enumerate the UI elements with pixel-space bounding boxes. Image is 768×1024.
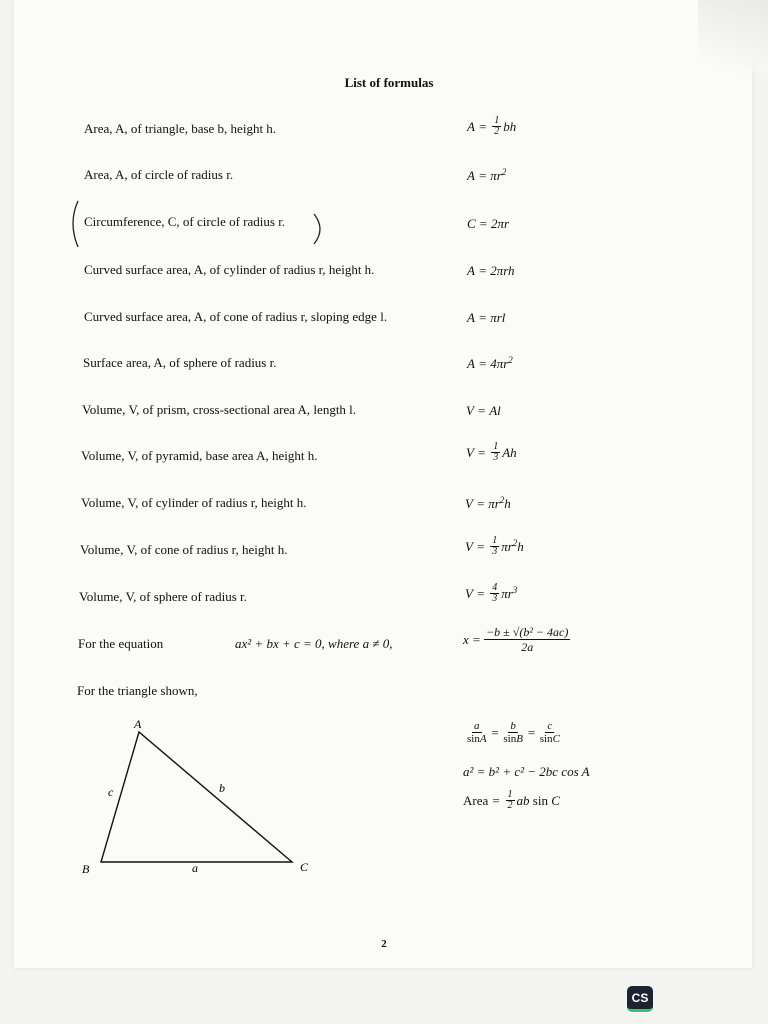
formula-circumference: C = 2πr (467, 216, 510, 231)
formula-label-cylinder-volume: Volume, V, of cylinder of radius r, height h. (81, 495, 307, 510)
triangle-area-rule: Area = $\frac{1}{2}$ ab sin C (463, 789, 560, 811)
side-a-label: a (192, 861, 198, 875)
formula-cylinder-volume: V = πr 2 h (465, 495, 511, 511)
triangle-diagram (70, 710, 320, 880)
page-curl-shadow (698, 0, 768, 120)
sine-rule: $\frac{a}{\sin A}$ = $\frac{b}{\sin B}$ = $\frac{c}{\sin C}$ (467, 720, 560, 745)
quadratic-formula (463, 625, 570, 654)
formula-label-circle-area: Area, A, of circle of radius r. (84, 167, 234, 182)
quadratic-numerator: −b ± √(b² − 4ac) (486, 625, 569, 639)
formula-label-sphere-surface: Surface area, A, of sphere of radius r. (83, 355, 277, 370)
formula-label-triangle-area: Area, A, of triangle, base b, height h. (84, 121, 277, 136)
vertex-a-label: A (134, 717, 142, 731)
formula-triangle-area: A = $\frac{1}{2}$ bh (467, 115, 517, 137)
side-b-label: b (219, 781, 225, 795)
camscanner-logo-icon: CS (627, 986, 653, 1012)
quadratic-denominator: 2a (521, 640, 534, 654)
vertex-b-label: B (82, 862, 90, 876)
formula-label-cylinder-surface: Curved surface area, A, of cylinder of radius r, height h. (84, 262, 375, 277)
formula-prism-volume: V = Al (466, 403, 501, 418)
formula-label-cone-volume: Volume, V, of cone of radius r, height h. (80, 542, 288, 557)
side-c-label: c (108, 785, 114, 799)
formula-sphere-volume: V = $\frac{4}{3}$ πr 3 (465, 582, 518, 604)
triangle-label: For the triangle shown, (77, 683, 198, 698)
formula-cylinder-surface: A = 2πrh (467, 263, 515, 278)
formula-label-sphere-volume: Volume, V, of sphere of radius r. (79, 589, 247, 604)
formula-circle-area: A = πr 2 (467, 167, 507, 183)
vertex-c-label: C (300, 860, 309, 874)
formula-label-pyramid-volume: Volume, V, of pyramid, base area A, height h. (81, 448, 318, 463)
page-title: List of formulas (344, 75, 434, 90)
handwritten-close-bracket-icon (312, 212, 326, 246)
formula-sphere-surface: A = 4πr 2 (467, 355, 513, 371)
formula-cone-volume: V = $\frac{1}{3}$ πr 2 h (465, 535, 524, 557)
page-number: 2 (381, 938, 387, 950)
formula-pyramid-volume: V = $\frac{1}{3}$ Ah (466, 441, 517, 463)
handwritten-open-bracket-icon (68, 199, 80, 249)
cosine-rule: a² = b² + c² − 2bc cos A (463, 764, 590, 779)
formula-label-cone-surface: Curved surface area, A, of cone of radius r, sloping edge l. (84, 309, 388, 324)
quadratic-condition: ax² + bx + c = 0, where a ≠ 0, (235, 636, 393, 651)
quadratic-lhs: x = (463, 631, 481, 647)
quadratic-label: For the equation (78, 636, 164, 651)
formula-cone-surface: A = πrl (467, 310, 506, 325)
formula-label-circumference: Circumference, C, of circle of radius r. (84, 214, 286, 229)
triangle-shape (101, 732, 292, 862)
formula-label-prism-volume: Volume, V, of prism, cross-sectional area A, length l. (82, 402, 357, 417)
